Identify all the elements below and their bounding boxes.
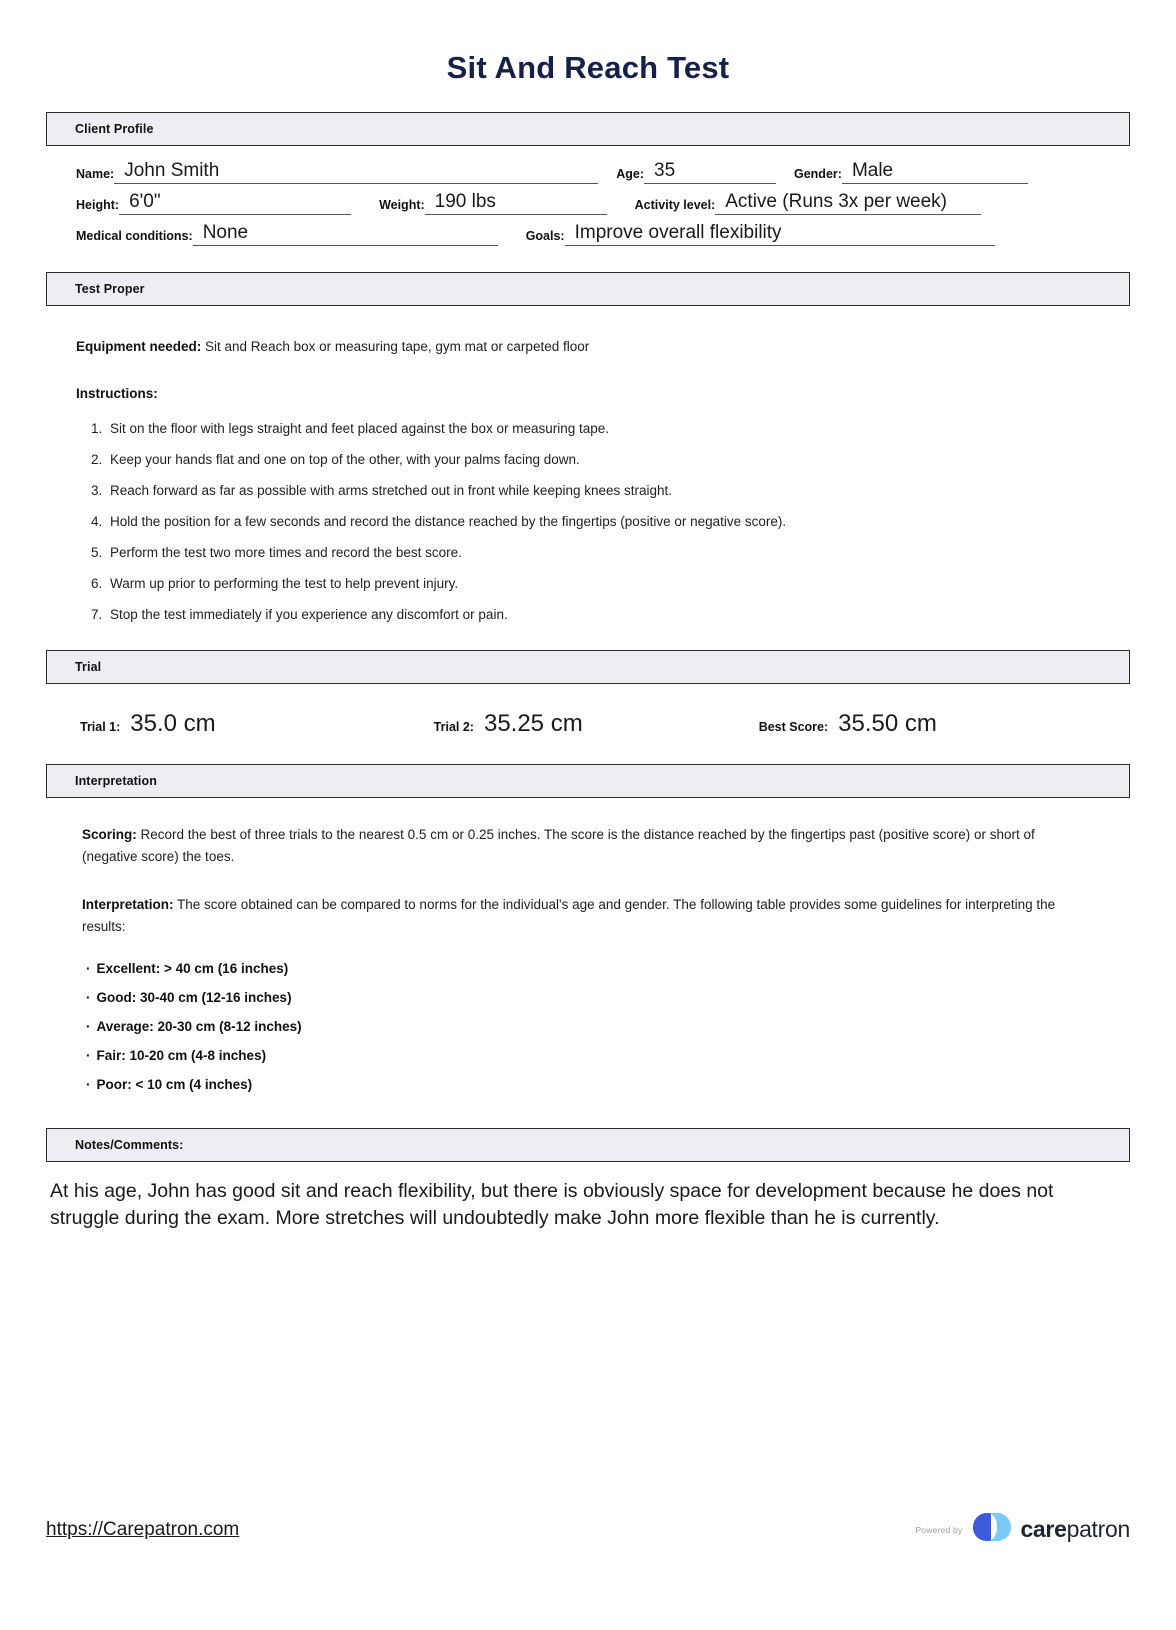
section-header-test-proper xyxy=(46,272,1130,306)
section-label: Interpretation xyxy=(75,774,157,788)
list-item: 7. Stop the test immediately if you experience any discomfort or pain. xyxy=(106,606,1100,624)
list-item xyxy=(86,960,1094,978)
bullet-icon: · xyxy=(86,1077,91,1092)
list-item: 6. Warm up prior to performing the test to help prevent injury. xyxy=(106,575,1100,593)
list-item xyxy=(86,1047,1094,1065)
field-value-name[interactable]: John Smith xyxy=(114,160,598,184)
trial-2[interactable] xyxy=(434,710,583,738)
scoring-text: Record the best of three trials to the nearest 0.5 cm or 0.25 inches. The score is the distance reached by the fingertips past (positive score) or short of (negative score) the toes. xyxy=(82,827,1035,864)
field-value-weight[interactable]: 190 lbs xyxy=(425,191,607,215)
test-proper-body xyxy=(46,306,1130,624)
field-value-medical-conditions[interactable]: None xyxy=(193,222,498,246)
field-value-activity-level[interactable]: Active (Runs 3x per week) xyxy=(715,191,981,215)
field-age[interactable] xyxy=(616,160,776,184)
best-score-label: Best Score: xyxy=(758,720,829,734)
carepatron-url-link[interactable]: https://Carepatron.com xyxy=(46,1518,240,1540)
field-label-medical-conditions: Medical conditions: xyxy=(76,229,193,243)
section-header-client-profile xyxy=(46,112,1130,146)
field-name[interactable] xyxy=(76,160,598,184)
list-item: 5. Perform the test two more times and record the best score. xyxy=(106,544,1100,562)
best-score-value[interactable]: 35.50 cm xyxy=(838,710,937,737)
field-goals[interactable] xyxy=(526,222,995,246)
field-value-goals[interactable]: Improve overall flexibility xyxy=(565,222,995,246)
carepatron-logo xyxy=(971,1511,1130,1548)
equipment-needed-label: Equipment needed: xyxy=(76,339,202,354)
bullet-icon: · xyxy=(86,961,91,976)
section-label: Notes/Comments: xyxy=(75,1138,184,1152)
list-item: 3. Reach forward as far as possible with arms stretched out in front while keeping knees straight. xyxy=(106,482,1100,500)
page-footer xyxy=(46,1511,1130,1548)
rating-text: Fair: 10-20 cm (4-8 inches) xyxy=(96,1048,267,1063)
profile-row-1 xyxy=(76,160,1100,184)
field-value-height[interactable]: 6'0" xyxy=(119,191,351,215)
list-item xyxy=(86,1076,1094,1094)
list-item: 4. Hold the position for a few seconds and record the distance reached by the fingertips (positive or negative score). xyxy=(106,513,1100,531)
interpretation-label: Interpretation: xyxy=(82,897,174,912)
carepatron-wordmark xyxy=(1020,1516,1130,1543)
rating-text: Average: 20-30 cm (8-12 inches) xyxy=(96,1019,302,1034)
trial-results-row xyxy=(46,684,1130,738)
list-item xyxy=(86,1018,1094,1036)
client-profile-fields xyxy=(46,146,1130,246)
best-score[interactable] xyxy=(759,710,937,738)
trial-1-value[interactable]: 35.0 cm xyxy=(130,710,216,737)
trial-2-label: Trial 2: xyxy=(433,720,474,734)
field-label-weight: Weight: xyxy=(379,198,425,212)
field-label-age: Age: xyxy=(616,167,644,181)
scoring-label: Scoring: xyxy=(82,827,137,842)
spacer xyxy=(82,874,1094,894)
rating-text: Excellent: > 40 cm (16 inches) xyxy=(96,961,289,976)
equipment-needed-text: Sit and Reach box or measuring tape, gym mat or carpeted floor xyxy=(205,339,590,354)
field-label-activity-level: Activity level: xyxy=(634,198,716,212)
section-label: Client Profile xyxy=(75,122,154,136)
field-height[interactable] xyxy=(76,191,351,215)
bullet-icon: · xyxy=(86,990,91,1005)
field-label-goals: Goals: xyxy=(525,229,565,243)
scoring-paragraph xyxy=(82,824,1094,868)
field-gender[interactable] xyxy=(794,160,1028,184)
page-title: Sit And Reach Test xyxy=(446,50,730,85)
field-label-name: Name: xyxy=(76,167,115,181)
trial-1-label: Trial 1: xyxy=(80,720,121,734)
list-item: 2. Keep your hands flat and one on top of the other, with your palms facing down. xyxy=(106,451,1100,469)
section-header-interpretation xyxy=(46,764,1130,798)
notes-comments-text[interactable]: At his age, John has good sit and reach flexibility, but there is obviously space for development because he does not struggle during the exam. More stretches will undoubtedly make John more flexible than he is currently. xyxy=(50,1180,1054,1229)
field-value-gender[interactable]: Male xyxy=(842,160,1028,184)
instructions-label: Instructions: xyxy=(76,386,158,401)
brand-light-text: patron xyxy=(1066,1516,1130,1542)
field-label-height: Height: xyxy=(76,198,120,212)
field-label-gender: Gender: xyxy=(794,167,842,181)
section-label: Trial xyxy=(75,660,102,674)
powered-by-block xyxy=(916,1511,1130,1548)
rating-text: Good: 30-40 cm (12-16 inches) xyxy=(96,990,292,1005)
list-item: 1. Sit on the floor with legs straight and feet placed against the box or measuring tape. xyxy=(106,420,1100,438)
field-activity-level[interactable] xyxy=(635,191,982,215)
list-item xyxy=(86,989,1094,1007)
rating-scale-list xyxy=(82,960,1094,1094)
carepatron-mark-icon xyxy=(971,1511,1013,1548)
bullet-icon: · xyxy=(86,1048,91,1063)
rating-text: Poor: < 10 cm (4 inches) xyxy=(96,1077,253,1092)
brand-bold-text: care xyxy=(1020,1516,1067,1542)
equipment-needed-line xyxy=(76,336,1100,357)
profile-row-2 xyxy=(76,191,1100,215)
interpretation-body xyxy=(46,798,1130,1094)
field-value-age[interactable]: 35 xyxy=(644,160,776,184)
profile-row-3 xyxy=(76,222,1100,246)
section-header-trial xyxy=(46,650,1130,684)
instructions-list xyxy=(76,420,1100,624)
section-label: Test Proper xyxy=(75,282,145,296)
trial-2-value[interactable]: 35.25 cm xyxy=(483,710,583,737)
trial-1[interactable] xyxy=(80,710,216,738)
spacer xyxy=(76,363,1100,383)
field-weight[interactable] xyxy=(379,191,607,215)
field-medical-conditions[interactable] xyxy=(76,222,498,246)
bullet-icon: · xyxy=(86,1019,91,1034)
powered-by-label: Powered by xyxy=(915,1524,963,1535)
section-header-notes xyxy=(46,1128,1130,1162)
interpretation-paragraph xyxy=(82,894,1094,938)
interpretation-text: The score obtained can be compared to norms for the individual's age and gender. The following table provides some guidelines for interpreting the results: xyxy=(82,897,1056,934)
